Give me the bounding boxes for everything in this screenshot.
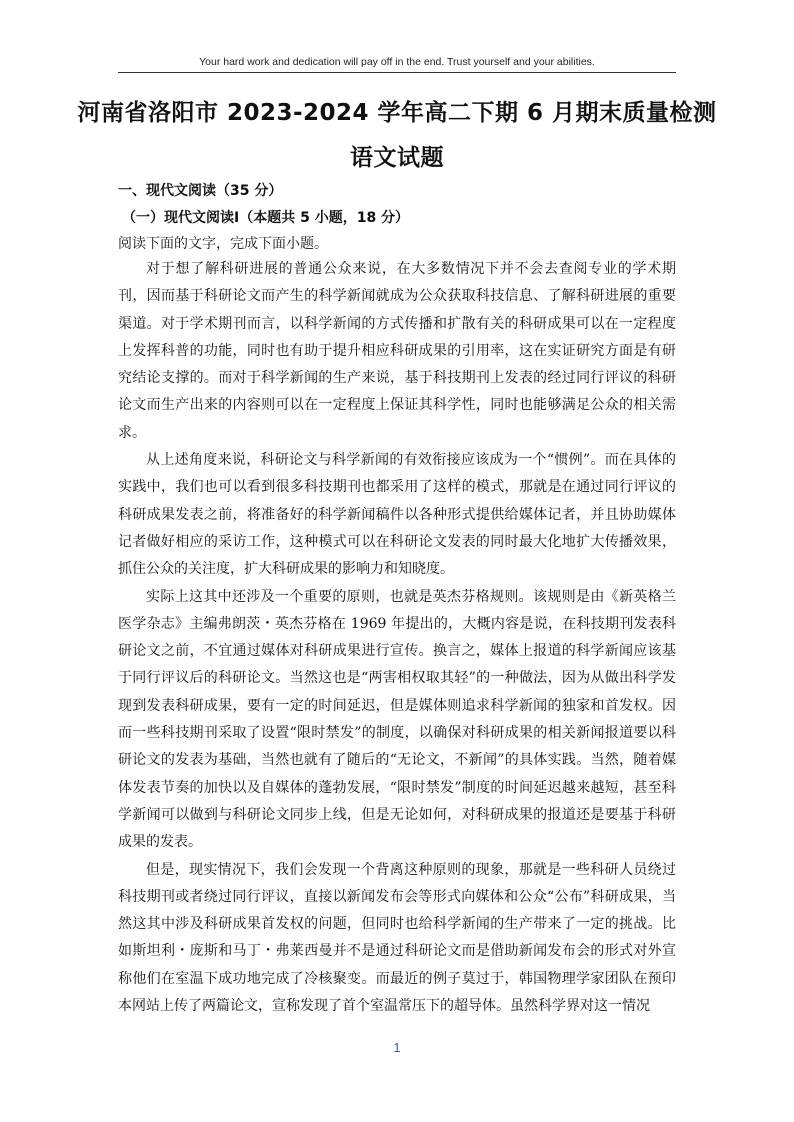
passage-paragraph: 对于想了解科研进展的普通公众来说，在大多数情况下并不会去查阅专业的学术期刊，因而基于科研论文而产生的科学新闻就成为公众获取科技信息、了解科研进展的重要渠道。对于学术期刊而言，以科学新闻的方式传播和扩散有关的科研成果可以在一定程度上发挥科普的功能，同时也有助于提升相应科研成果的引用率，这在实证研究方面是有研究结论支撑的。而对于科学新闻的生产来说，基于科技期刊上发表的经过同行评议的科研论文而生产出来的内容则可以在一定程度上保证其科学性，同时也能够满足公众的相关需求。: [118, 261, 676, 441]
header-divider: [118, 72, 676, 73]
section-heading: 一、现代文阅读（35 分）: [118, 183, 283, 199]
passage-paragraph: 从上述角度来说，科研论文与科学新闻的有效衔接应该成为一个“惯例”。而在具体的实践中，我们也可以看到很多科技期刊也都采用了这样的模式，那就是在通过同行评议的科研成果发表之前，将准备好的科学新闻稿件以各种形式提供给媒体记者，并且协助媒体记者做好相应的采访工作，这种模式可以在科研论文发表的同时最大化地扩大传播效果，抓住公众的关注度，扩大科研成果的影响力和知晓度。: [118, 452, 676, 578]
header-motto: Your hard work and dedication will pay off in the end. Trust yourself and your abilities.: [199, 56, 595, 68]
passage-paragraph: 实际上这其中还涉及一个重要的原则，也就是英杰芬格规则。该规则是由《新英格兰医学杂志》主编弗朗茨・英杰芬格在 1969 年提出的，大概内容是说，在科技期刊发表科研论文之前，不宜通过媒体对科研成果进行宣传。换言之，媒体上报道的科学新闻应该基于同行评议后的科研论文。当然这也是“两害相权取其轻”的一种做法，因为从做出科学发现到发表科研成果，要有一定的时间延迟，但是媒体则追求科学新闻的独家和首发权。因而一些科技期刊采取了设置“限时禁发”的制度，以确保对科研成果的相关新闻报道要以科研论文的发表为基础，当然也就有了随后的“无论文，不新闻”的具体实践。当然，随着媒体发表节奏的加快以及自媒体的蓬勃发展，“限时禁发”制度的时间延迟越来越短，甚至科学新闻可以做到与科研论文同步上线，但是无论如何，对科研成果的报道还是要基于科研成果的发表。: [118, 588, 676, 851]
subsection-heading: （一）现代文阅读Ⅰ（本题共 5 小题，18 分）: [122, 210, 410, 226]
document-title: 河南省洛阳市 2023-2024 学年高二下期 6 月期末质量检测: [77, 100, 717, 126]
document-subtitle: 语文试题: [350, 145, 444, 171]
reading-instruction: 阅读下面的文字，完成下面小题。: [118, 236, 328, 252]
reading-passage: [118, 256, 676, 1020]
passage-paragraph: 但是，现实情况下，我们会发现一个背离这种原则的现象，那就是一些科研人员绕过科技期刊或者绕过同行评议，直接以新闻发布会等形式向媒体和公众“公布”科研成果，当然这其中涉及科研成果首发权的问题，但同时也给科学新闻的生产带来了一定的挑战。比如斯坦利・庞斯和马丁・弗莱西曼并不是通过科研论文而是借助新闻发布会的形式对外宣称他们在室温下成功地完成了冷核聚变。而最近的例子莫过于，韩国物理学家团队在预印本网站上传了两篇论文，宣称发现了首个室温常压下的超导体。虽然科学界对这一情况: [118, 861, 676, 1015]
page-number: 1: [393, 1040, 401, 1055]
